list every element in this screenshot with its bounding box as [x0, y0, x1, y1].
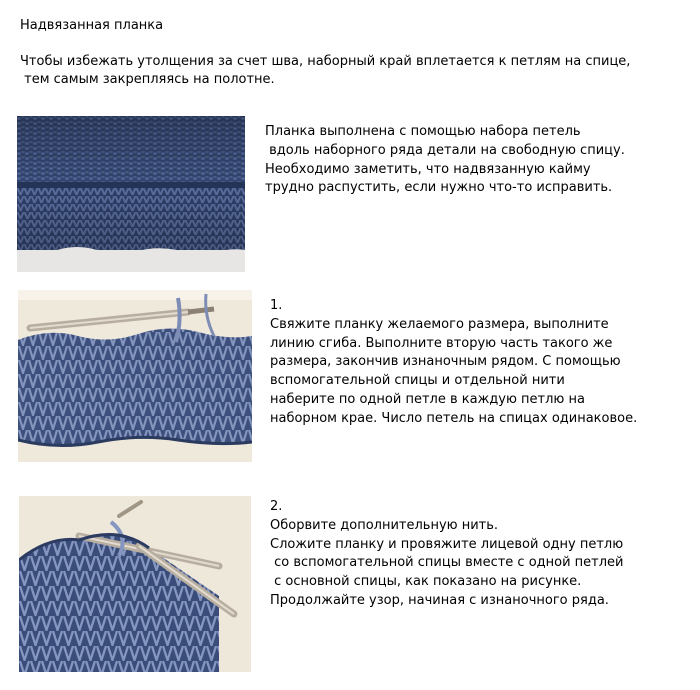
section-3-text: 2. Оборвите дополнительную нить. Сложите планку и провяжите лицевой одну петлю со вспомогательной спицы вместе с одной петлей с основной спицы, как показано на рисунке. Продолжайте узор, начиная с изнаночного ряда.	[270, 499, 624, 608]
intro-paragraph: Чтобы избежать утолщения за счет шва, наборный край вплетается к петлям на спице, тем самым закрепляясь на полотне.	[20, 54, 631, 87]
page-title: Надвязанная планка	[20, 18, 164, 33]
needle-illustration-1	[18, 290, 252, 462]
knitted-band-photo	[17, 116, 245, 272]
section-1-text: Планка выполнена с помощью набора петель вдоль наборного ряда детали на свободную спицу. Необходимо заметить, что надвязанную кайму трудно распустить, если нужно что-то исправить.	[265, 124, 625, 196]
section-2-text: 1. Свяжите планку желаемого размера, выполните линию сгиба. Выполните вторую часть такого же размера, закончив изнаночным рядом. С помощью вспомогательной спицы и отдельной нити наберите по одной петле в каждую петлю на наборном крае. Число петель на спицах одинаковое.	[270, 298, 638, 426]
needle-illustration-2	[19, 496, 251, 672]
